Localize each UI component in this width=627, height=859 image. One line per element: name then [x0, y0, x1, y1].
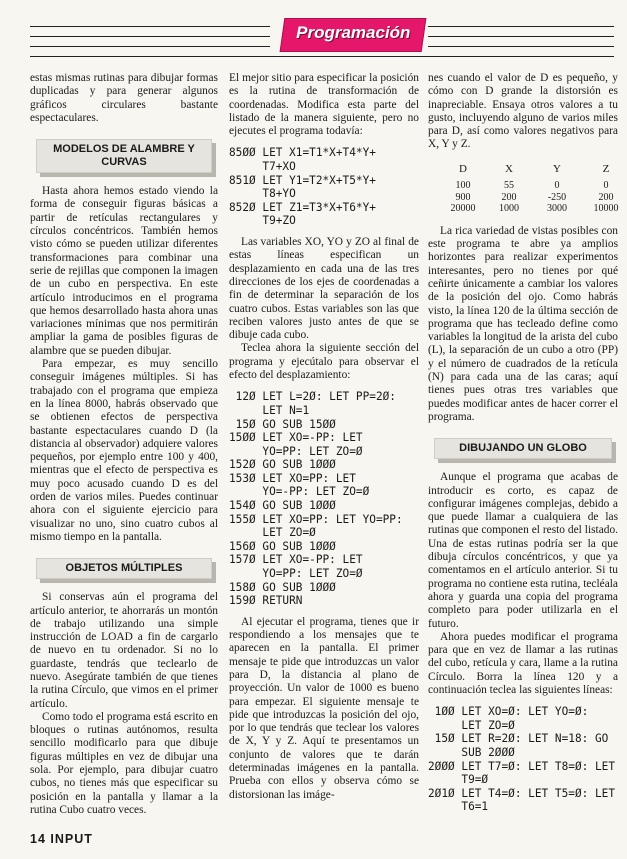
table-cell: 0 — [603, 180, 609, 192]
paragraph: estas mismas rutinas para dibujar formas duplicadas y para generar algunos gráficos circulares bastante espectaculares. — [30, 72, 218, 124]
code-listing: 85ØØ LET X1=T1*X+T4*Y+ T7+XO 851Ø LET Y1=T2*X+T5*Y+ T8+YO 852Ø LET Z1=T3*X+T6*Y+ T9+ZO — [229, 146, 376, 228]
header-rule — [30, 56, 614, 57]
table-cell: 100 — [455, 180, 471, 192]
paragraph: Ahora puedes modificar el programa para que en vez de llamar a las rutinas del cubo, retícula y cara, llame a la rutina Círculo. Borra la línea 120 y a continuación teclea las siguientes líneas: — [428, 630, 618, 696]
table-cell: 1000 — [499, 203, 519, 215]
table-header: D — [459, 162, 467, 175]
table-cell: 0 — [554, 180, 560, 192]
header-rule — [428, 46, 614, 47]
table-header: Z — [602, 162, 610, 175]
header-rule — [30, 36, 270, 37]
paragraph: Como todo el programa está escrito en bloques o rutinas autónomos, resulta sencillo modificarlo para que dibuje figuras múltiples en vez de dibujar una sola. Por ejemplo, para dibujar cuatro cubos, no tienes más que especificar su posición en la pantalla y llamar a la rutina Cubo cuatro veces. — [30, 710, 218, 816]
column-3 — [428, 72, 618, 822]
table-cell: 3000 — [547, 203, 567, 215]
subheading-box: MODELOS DE ALAMBRE Y CURVAS — [36, 139, 212, 173]
header-rule — [428, 36, 614, 37]
code-listing: 1ØØ LET XO=Ø: LET YO=Ø: LET ZO=Ø 15Ø LET R=2Ø: LET N=18: GO SUB 2ØØØ 2ØØØ LET T7=Ø: LET T8=Ø: LET T9=Ø 2Ø1Ø LET T4=Ø: LET T5=Ø: LET T6=1 — [428, 705, 616, 814]
header-rule — [30, 26, 270, 27]
paragraph: Para empezar, es muy sencillo conseguir imágenes múltiples. Si has trabajado con el programa que empieza en la línea 8000, habrás observado que se obtienen efectos de perspectiva bastante espectaculares cuando D (la distancia al observador) adquiere valores pequeños, por ejemplo entre 100 y 400, mientras que el efecto de perspectiva es muy poco acusado cuando D es del orden de varios miles. Puedes continuar ahora con el siguiente ejercicio para visualizar no uno, sino cuatro cubos al mismo tiempo en la pantalla. — [30, 358, 218, 543]
table-cell: 900 — [455, 191, 471, 203]
subheading-box: DIBUJANDO UN GLOBO — [434, 438, 612, 459]
page-number: 14 — [30, 832, 46, 846]
paragraph: Las variables XO, YO y ZO al final de estas líneas especifican un desplazamiento en cada una de las tres direcciones de los ejes de coordenadas a fin de determinar la separación de los cuatro cubos. Estas variables son las que reciben valores justo antes de que se dibuje cada cubo. — [229, 236, 419, 342]
paragraph: nes cuando el valor de D es pequeño, y cómo con D grande la distorsión es inapreciable. Ensaya otros valores a tu gusto, incluyendo alguno de varios miles para D, así como valores negativos para X, Y y Z. — [428, 72, 618, 151]
header-rule — [428, 26, 614, 27]
section-tag-label: Programación — [296, 23, 411, 42]
paragraph: Al ejecutar el programa, tienes que ir respondiendo a los mensajes que te aparecen en la pantalla. El primer mensaje te pide que introduzcas un valor para D, la distancia al plano de proyección. Un valor de 1000 es bueno para empezar. El siguiente mensaje te pide que introduzcas la posición del ojo, por lo que tendrás que teclear los valores de X, Y y Z. Aquí te presentamos un conjunto de valores que te darán determinadas imágenes en la pantalla. Prueba con ellos y observa cómo se distorsionan las imáge- — [229, 615, 419, 801]
table-header: Y — [553, 162, 561, 175]
table-cell: 200 — [598, 191, 614, 203]
table-cell: 55 — [504, 180, 514, 192]
table-cell: 20000 — [450, 203, 476, 215]
table-cell: 200 — [501, 191, 517, 203]
paragraph: Teclea ahora la siguiente sección del programa y ejecútalo para observar el efecto del desplazamiento: — [229, 342, 419, 382]
page-footer — [30, 832, 93, 846]
table-cell: 10000 — [593, 203, 619, 215]
paragraph: La rica variedad de vistas posibles con este programa te abre ya amplios horizontes para realizar experimentos interesantes, pero no tienes por qué ceñirte únicamente a cambiar los valores de la posición del ojo. Como habrás visto, la línea 120 de la última sección de programa que has tecleado define como variables la longitud de la arista del cubo (L), la separación de un cubo a otro (PP) y el número de cuadrados de la retícula (N) para cada una de las caras; aquí tienes pues otras tres variables que puedes modificar antes de hacer correr el programa. — [428, 224, 618, 423]
code-listing: 12Ø LET L=2Ø: LET PP=2Ø: LET N=1 15Ø GO SUB 15ØØ 15ØØ LET XO=-PP: LET YO=PP: LET ZO=Ø 152Ø GO SUB 1ØØØ 153Ø LET XO=PP: LET YO=-PP: LET ZO=Ø 154Ø GO SUB 1ØØØ 155Ø LET XO=PP: LET YO=PP: LET ZO=Ø 156Ø GO SUB 1ØØØ 157Ø LET XO=-PP: LET YO=PP: LET ZO=Ø 158Ø GO SUB 1ØØØ 159Ø RETURN — [229, 390, 403, 608]
column-1 — [30, 72, 218, 817]
paragraph: El mejor sitio para especificar la posición es la rutina de transformación de coordenadas. Modifica esta parte del listado de la manera siguiente, pero no ejecutes el programa todavía: — [229, 72, 419, 138]
table-header: X — [505, 162, 513, 175]
header-rule — [30, 46, 270, 47]
magazine-name: INPUT — [50, 832, 93, 846]
table-cell: -250 — [547, 191, 567, 203]
subheading-box: OBJETOS MÚLTIPLES — [36, 558, 212, 579]
section-header — [30, 8, 614, 68]
values-table — [440, 164, 618, 215]
paragraph: Aunque el programa que acabas de introducir es corto, es capaz de configurar imágenes complejas, debido a que puede llamar a cualquiera de las rutinas que componen el resto del listado. Una de estas rutinas podría ser la que dibuja círculos concéntricos, y que ya comentamos en el artículo anterior. Si tu programa no contiene esta rutina, tecléala ahora y guarda una copia del programa completo para poder utilizarla en el futuro. — [428, 471, 618, 630]
paragraph: Hasta ahora hemos estado viendo la forma de conseguir figuras básicas a partir de retículas rectangulares y círculos concéntricos. También hemos visto cómo se pueden utilizar diferentes transformaciones para combinar una serie de rejillas que componen la imagen de un cubo en perspectiva. En este artículo introducimos en el programa que hemos desarrollado hasta ahora unas variaciones mínimas que nos permitirán ampliar la gama de posibles figuras de alambre que se pueden dibujar. — [30, 185, 218, 357]
section-tag — [280, 18, 427, 52]
column-2 — [229, 72, 419, 802]
paragraph: Si conservas aún el programa del artículo anterior, te ahorrarás un montón de trabajo utilizando una simple instrucción de LOAD a fin de cargarlo de nuevo en tu ordenador. Si no lo guardaste, tendrás que teclearlo de nuevo. Asegúrate también de que tienes la rutina Círculo, que vimos en el primer artículo. — [30, 591, 218, 710]
